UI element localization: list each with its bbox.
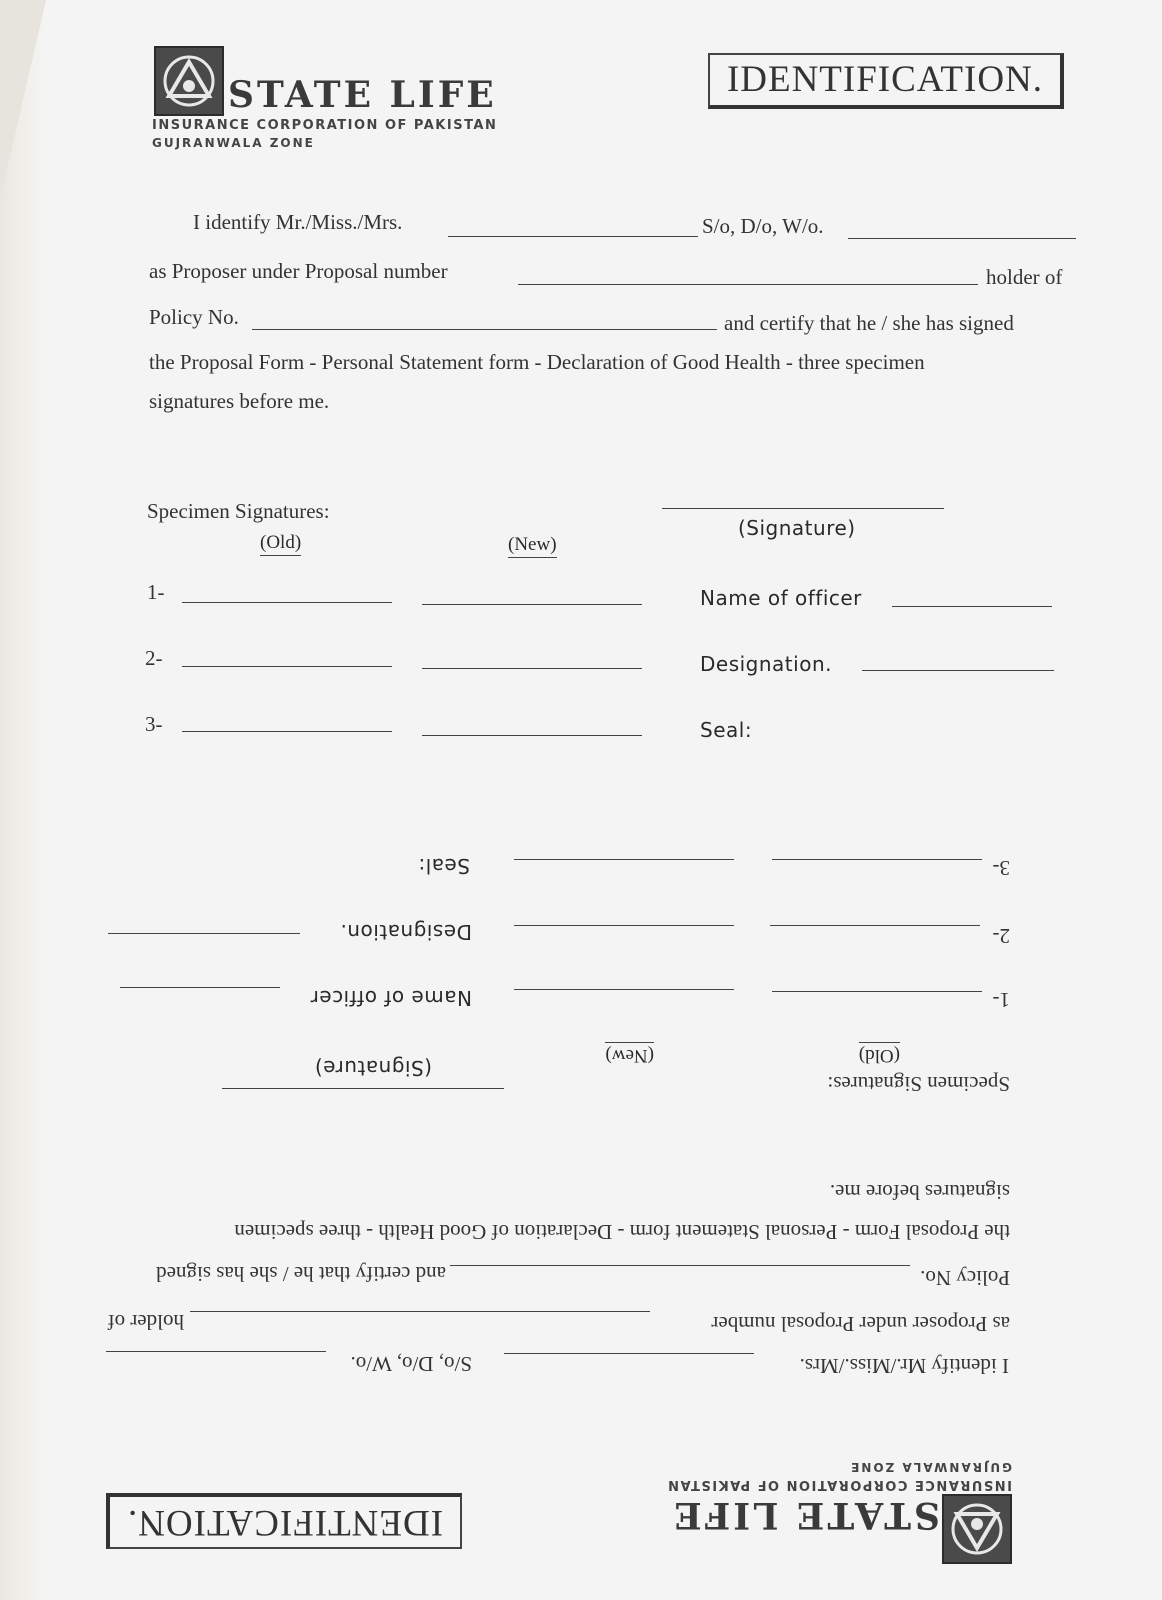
old-column-label: (Old)	[260, 532, 301, 556]
signature-label: (Signature)	[738, 516, 856, 540]
new-column-label: (New)	[605, 1042, 654, 1066]
officer-name-label: Name of officer	[310, 986, 472, 1010]
old-signature-3-field[interactable]	[182, 731, 392, 732]
holder-label: holder of	[986, 265, 1063, 289]
brand-subtitle: INSURANCE CORPORATION OF PAKISTAN	[152, 118, 498, 133]
identification-stamp: IDENTIFICATION.	[106, 1493, 462, 1549]
proposer-label: as Proposer under Proposal number	[149, 259, 448, 283]
officer-name-label: Name of officer	[700, 586, 862, 610]
relation-label: S/o, D/o, W/o.	[702, 214, 824, 238]
new-signature-1-field[interactable]	[514, 989, 734, 990]
new-signature-3-field[interactable]	[422, 735, 642, 736]
officer-signature-field[interactable]	[662, 508, 944, 509]
row-2-label: 2-	[992, 924, 1010, 948]
name-field[interactable]	[504, 1353, 754, 1354]
signature-label: (Signature)	[314, 1056, 432, 1080]
row-3-label: 3-	[145, 712, 163, 736]
identify-label: I identify Mr./Miss./Mrs.	[193, 210, 403, 234]
officer-name-field[interactable]	[120, 987, 280, 988]
policy-label: Policy No.	[149, 305, 239, 329]
brand-name: STATE LIFE	[671, 1494, 940, 1536]
old-signature-3-field[interactable]	[772, 859, 982, 860]
specimen-heading: Specimen Signatures:	[147, 499, 330, 523]
officer-signature-field[interactable]	[222, 1088, 504, 1089]
designation-field[interactable]	[862, 670, 1054, 671]
row-1-label: 1-	[992, 988, 1010, 1012]
brand-zone: GUJRANWALA ZONE	[849, 1460, 1012, 1474]
state-life-logo-icon	[154, 46, 224, 116]
name-field[interactable]	[448, 236, 698, 237]
certify-label: and certify that he / she has signed	[724, 311, 1014, 335]
policy-label: Policy No.	[920, 1266, 1010, 1290]
state-life-logo-icon	[942, 1494, 1012, 1564]
row-2-label: 2-	[145, 646, 163, 670]
declaration-text: the Proposal Form - Personal Statement form - Declaration of Good Health - three specimen	[234, 1220, 1010, 1244]
new-signature-1-field[interactable]	[422, 604, 642, 605]
designation-label: Designation.	[340, 920, 472, 944]
designation-label: Designation.	[700, 652, 832, 676]
holder-label: holder of	[107, 1310, 184, 1334]
certify-label: and certify that he / she has signed	[156, 1262, 446, 1286]
declaration-text-end: signatures before me.	[829, 1180, 1010, 1204]
brand-subtitle: INSURANCE CORPORATION OF PAKISTAN	[666, 1477, 1012, 1492]
identify-label: I identify Mr./Miss./Mrs.	[799, 1354, 1009, 1378]
identification-stamp: IDENTIFICATION.	[708, 53, 1064, 109]
proposer-label: as Proposer under Proposal number	[711, 1312, 1010, 1336]
relation-name-field[interactable]	[106, 1351, 326, 1352]
brand-name: STATE LIFE	[228, 74, 497, 116]
new-signature-2-field[interactable]	[422, 668, 642, 669]
old-column-label: (Old)	[859, 1042, 900, 1066]
form-copy-inverted	[0, 800, 1162, 1600]
declaration-text: the Proposal Form - Personal Statement form - Declaration of Good Health - three specimen	[149, 350, 925, 374]
seal-label: Seal:	[417, 854, 470, 878]
proposal-number-field[interactable]	[190, 1311, 650, 1312]
policy-number-field[interactable]	[450, 1265, 910, 1266]
policy-number-field[interactable]	[252, 329, 717, 330]
specimen-heading: Specimen Signatures:	[827, 1072, 1010, 1096]
officer-name-field[interactable]	[892, 606, 1052, 607]
designation-field[interactable]	[108, 933, 300, 934]
relation-name-field[interactable]	[848, 238, 1076, 239]
row-1-label: 1-	[147, 580, 165, 604]
brand-zone: GUJRANWALA ZONE	[152, 136, 315, 150]
old-signature-1-field[interactable]	[772, 991, 982, 992]
row-3-label: 3-	[992, 856, 1010, 880]
new-signature-2-field[interactable]	[514, 925, 734, 926]
old-signature-2-field[interactable]	[770, 925, 980, 926]
declaration-text-end: signatures before me.	[149, 389, 330, 413]
new-column-label: (New)	[508, 534, 557, 558]
new-signature-3-field[interactable]	[514, 859, 734, 860]
old-signature-1-field[interactable]	[182, 602, 392, 603]
old-signature-2-field[interactable]	[182, 666, 392, 667]
seal-label: Seal:	[700, 718, 753, 742]
relation-label: S/o, D/o, W/o.	[350, 1352, 472, 1376]
proposal-number-field[interactable]	[518, 284, 978, 285]
